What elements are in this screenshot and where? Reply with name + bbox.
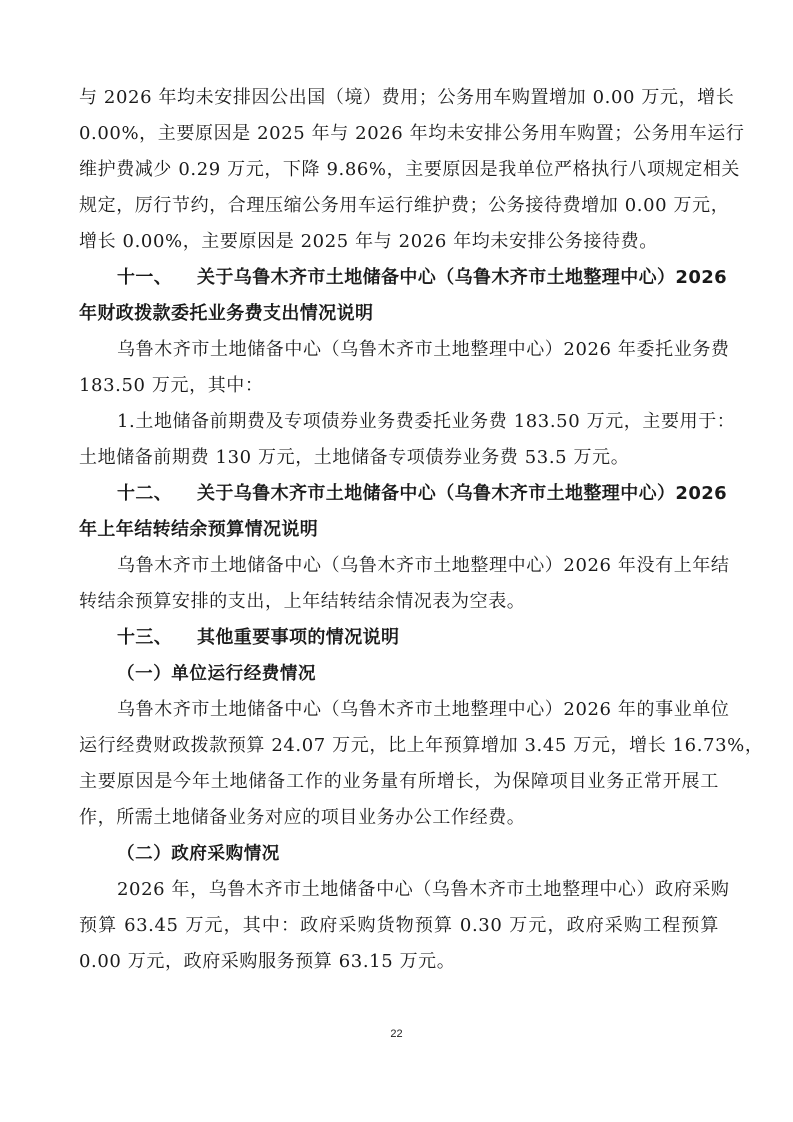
text-line: 主要原因是今年土地储备工作的业务量有所增长，为保障项目业务正常开展工: [79, 771, 719, 792]
section-heading: [79, 620, 719, 656]
section-12: [79, 476, 730, 620]
subsection-title: （二）政府采购情况: [117, 844, 280, 864]
text-line: 土地储备前期费 130 万元，土地储备专项债券业务费 53.5 万元。: [79, 447, 630, 468]
section-number: 十三、: [117, 627, 173, 648]
text-line: 预算 63.45 万元，其中：政府采购货物预算 0.30 万元，政府采购工程预算: [79, 915, 719, 936]
text-line: 0.00%，主要原因是 2025 年与 2026 年均未安排公务用车购置；公务用车运行: [79, 123, 745, 144]
section-title-line2: 年上年结转结余预算情况说明: [79, 519, 319, 540]
document-page: [79, 80, 764, 980]
section-title: 其他重要事项的情况说明: [197, 627, 400, 648]
section-title-line1: 关于乌鲁木齐市土地储备中心（乌鲁木齐市土地整理中心）2026: [197, 267, 728, 288]
text-line: 1.土地储备前期费及专项债券业务费委托业务费 183.50 万元，主要用于：: [117, 411, 736, 432]
text-line: 乌鲁木齐市土地储备中心（乌鲁木齐市土地整理中心）2026 年的事业单位: [117, 699, 730, 720]
text-line: 0.00 万元，政府采购服务预算 63.15 万元。: [79, 951, 456, 972]
text-line: 183.50 万元，其中：: [79, 375, 264, 396]
text-line: 维护费减少 0.29 万元，下降 9.86%，主要原因是我单位严格执行八项规定相关: [79, 159, 741, 180]
text-line: 运行经费财政拨款预算 24.07 万元，比上年预算增加 3.45 万元，增长 16.73%，: [79, 735, 764, 756]
section-title-line2: 年财政拨款委托业务费支出情况说明: [79, 303, 374, 324]
text-line: 规定，厉行节约，合理压缩公务用车运行维护费；公务接待费增加 0.00 万元，: [79, 195, 730, 216]
section-number: 十二、: [117, 483, 173, 504]
page-number: 22: [390, 1028, 403, 1040]
text-line: 增长 0.00%，主要原因是 2025 年与 2026 年均未安排公务接待费。: [79, 231, 658, 252]
text-line: 作，所需土地储备业务对应的项目业务办公工作经费。: [79, 807, 526, 828]
section-number: 十一、: [117, 267, 173, 288]
text-line: 乌鲁木齐市土地储备中心（乌鲁木齐市土地整理中心）2026 年委托业务费: [117, 339, 730, 360]
section-heading: [79, 476, 728, 512]
text-line: 与 2026 年均未安排因公出国（境）费用；公务用车购置增加 0.00 万元，增长: [79, 87, 735, 108]
text-line: 2026 年，乌鲁木齐市土地储备中心（乌鲁木齐市土地整理中心）政府采购: [117, 879, 730, 900]
text-line: 转结余预算安排的支出，上年结转结余情况表为空表。: [79, 591, 526, 612]
text-line: 乌鲁木齐市土地储备中心（乌鲁木齐市土地整理中心）2026 年没有上年结: [117, 555, 730, 576]
paragraph-vehicle-reception: [79, 80, 745, 260]
section-11: [79, 260, 736, 476]
section-title-line1: 关于乌鲁木齐市土地储备中心（乌鲁木齐市土地整理中心）2026: [197, 483, 728, 504]
section-heading: [79, 260, 728, 296]
subsection-title: （一）单位运行经费情况: [117, 664, 317, 684]
section-13: [79, 620, 764, 980]
